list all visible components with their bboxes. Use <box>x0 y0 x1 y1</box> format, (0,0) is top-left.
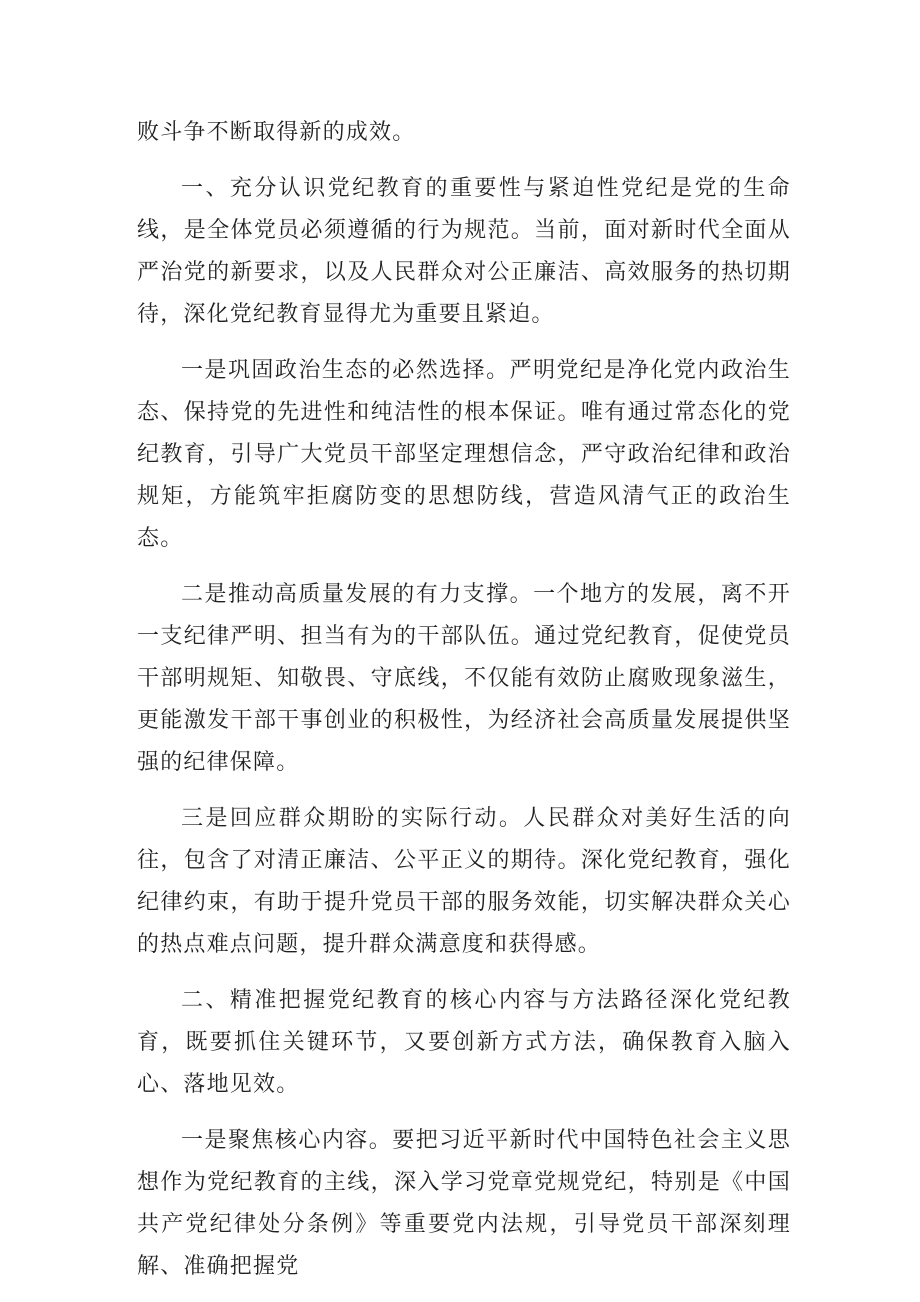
paragraph-section-two-heading: 二、精准把握党纪教育的核心内容与方法路径深化党纪教育，既要抓住关键环节，又要创新方式方法，确保教育入脑入心、落地见效。 <box>137 988 791 1097</box>
paragraph-continuation: 败斗争不断取得新的成效。 <box>137 120 416 145</box>
paragraph-core-content: 一是聚焦核心内容。要把习近平新时代中国特色社会主义思想作为党纪教育的主线，深入学习党章党规党纪，特别是《中国共产党纪律处分条例》等重要党内法规，引导党员干部深刻理解、准确把握党 <box>137 1128 791 1279</box>
paragraph-point-one: 一是巩固政治生态的必然选择。严明党纪是净化党内政治生态、保持党的先进性和纯洁性的根本保证。唯有通过常态化的党纪教育，引导广大党员干部坚定理想信念，严守政治纪律和政治规矩，方能筑牢拒腐防变的思想防线，营造风清气正的政治生态。 <box>137 358 791 551</box>
paragraph-point-two: 二是推动高质量发展的有力支撑。一个地方的发展，离不开一支纪律严明、担当有为的干部队伍。通过党纪教育，促使党员干部明规矩、知敬畏、守底线，不仅能有效防止腐败现象滋生，更能激发干部干事创业的积极性，为经济社会高质量发展提供坚强的纪律保障。 <box>137 582 791 775</box>
paragraph-point-three: 三是回应群众期盼的实际行动。人民群众对美好生活的向往，包含了对清正廉洁、公平正义的期待。深化党纪教育，强化纪律约束，有助于提升党员干部的服务效能，切实解决群众关心的热点难点问题，提升群众满意度和获得感。 <box>137 806 791 957</box>
paragraph-section-one-heading: 一、充分认识党纪教育的重要性与紧迫性党纪是党的生命线，是全体党员必须遵循的行为规范。当前，面对新时代全面从严治党的新要求，以及人民群众对公正廉洁、高效服务的热切期待，深化党纪教育显得尤为重要且紧迫。 <box>137 176 791 327</box>
document-body <box>137 112 791 1302</box>
